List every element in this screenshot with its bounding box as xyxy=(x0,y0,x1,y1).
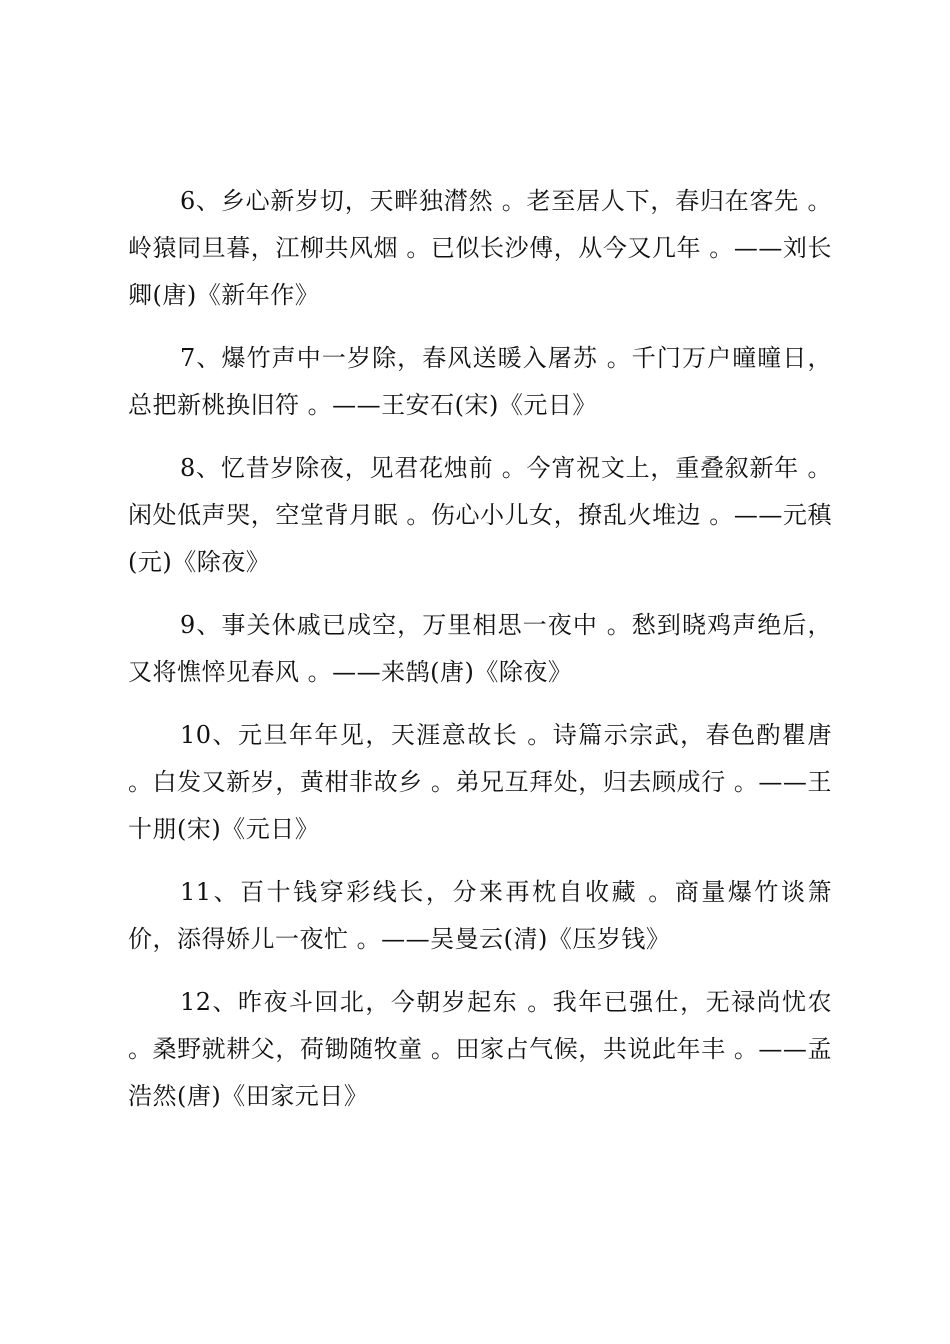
poem-12: 12、昨夜斗回北，今朝岁起东 。我年已强仕，无禄尚忧农 。桑野就耕父，荷锄随牧童 。田家占气候，共说此年丰 。——孟浩然(唐)《田家元日》 xyxy=(128,988,832,1110)
poem-9: 9、事关休戚已成空，万里相思一夜中 。愁到晓鸡声绝后，又将憔悴见春风 。——来鹄(唐)《除夜》 xyxy=(128,611,832,686)
poem-list xyxy=(128,178,832,1136)
poem-8: 8、忆昔岁除夜，见君花烛前 。今宵祝文上，重叠叙新年 。闲处低声哭，空堂背月眠 。伤心小儿女，撩乱火堆边 。——元稹(元)《除夜》 xyxy=(128,454,832,576)
poem-6: 6、乡心新岁切，天畔独潸然 。老至居人下，春归在客先 。岭猿同旦暮，江柳共风烟 。已似长沙傅，从今又几年 。——刘长卿(唐)《新年作》 xyxy=(128,187,832,309)
poem-10: 10、元旦年年见，天涯意故长 。诗篇示宗武，春色酌瞿唐 。白发又新岁，黄柑非故乡 。弟兄互拜处，归去顾成行 。——王十朋(宋)《元日》 xyxy=(128,721,832,843)
poem-7: 7、爆竹声中一岁除，春风送暖入屠苏 。千门万户曈曈日，总把新桃换旧符 。——王安石(宋)《元日》 xyxy=(128,344,832,419)
poem-11: 11、百十钱穿彩线长，分来再枕自收藏 。商量爆竹谈箫价，添得娇儿一夜忙 。——吴曼云(清)《压岁钱》 xyxy=(128,878,832,953)
